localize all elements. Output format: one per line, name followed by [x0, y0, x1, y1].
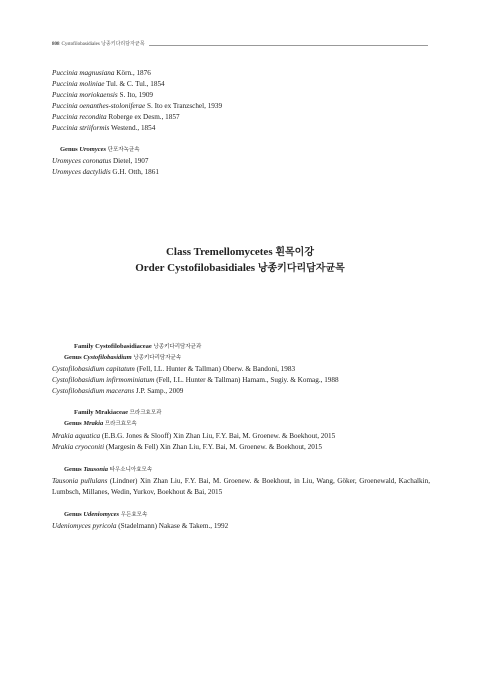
- order-title: [0, 260, 480, 277]
- running-title: Cystofilobasidiales 낭종키다리담자균목: [61, 42, 145, 47]
- species-name: Tausonia pullulans: [52, 477, 108, 485]
- genus-korean: 단포자녹균속: [107, 147, 140, 153]
- running-header: [52, 40, 428, 50]
- species-author: (Margesin & Fell) Xin Zhan Liu, F.Y. Bai, M. Groenew. & Boekhout, 2015: [105, 443, 322, 451]
- genus-name: Cystofilobasidium: [83, 354, 132, 361]
- species-entry: [52, 375, 339, 386]
- species-entry: [52, 431, 335, 442]
- order-korean: 낭종키다리담자균목: [257, 263, 345, 274]
- species-entry-tausonia: [52, 476, 430, 498]
- species-entry: [52, 521, 228, 532]
- species-name: Uromyces dactylidis: [52, 168, 111, 176]
- species-name: Cystofilobasidium macerans: [52, 387, 135, 395]
- class-name: Class Tremellomycetes: [165, 246, 273, 258]
- genus-label: Genus: [64, 511, 82, 518]
- species-author: Tul. & C. Tul., 1854: [106, 80, 165, 88]
- species-name: Puccinia moriokaensis: [52, 91, 118, 99]
- species-author: S. Ito ex Tranzschel, 1939: [147, 102, 223, 110]
- genus-heading-mrakia: [64, 418, 137, 430]
- species-author: Körn., 1876: [116, 69, 151, 77]
- species-entry: [52, 101, 222, 112]
- species-author: Westend., 1854: [110, 124, 156, 132]
- species-entry: [52, 112, 180, 123]
- species-author: G.H. Otth, 1861: [112, 168, 159, 176]
- species-entry: [52, 123, 155, 134]
- genus-name: Udeniomyces: [83, 511, 120, 518]
- species-name: Uromyces coronatus: [52, 157, 112, 165]
- species-entry: [52, 386, 183, 397]
- genus-name: Uromyces: [79, 146, 107, 153]
- genus-korean: 우든효모속: [120, 512, 148, 518]
- species-author: (Fell, I.L. Hunter & Tallman) Oberw. & Bandoni, 1983: [136, 365, 296, 373]
- family-korean: 낭종키다리담자균과: [153, 344, 202, 350]
- species-entry: [52, 156, 148, 167]
- family-label: Family Cystofilobasidiaceae: [74, 343, 152, 350]
- class-title: [0, 244, 480, 261]
- genus-korean: 므라크효모속: [104, 421, 137, 427]
- genus-name: Tausonia: [83, 466, 109, 473]
- species-name: Mrakia cryoconiti: [52, 443, 105, 451]
- species-author: Dietel, 1907: [112, 157, 149, 165]
- genus-label: Genus: [64, 354, 82, 361]
- page-number: 808: [52, 42, 60, 47]
- species-name: Cystofilobasidium capitatum: [52, 365, 135, 373]
- species-entry: [52, 79, 165, 90]
- species-author: S. Ito, 1909: [119, 91, 154, 99]
- species-entry: [52, 68, 151, 79]
- genus-heading-tausonia: [64, 464, 152, 476]
- species-author: (Lindner) Xin Zhan Liu, F.Y. Bai, M. Groenew. & Boekhout, in Liu, Wang, Göker, Groenewald, Kachalkin, Lumbsch, Millanes, Wedin, Yurkov, Boekhout & Bai, 2015: [52, 477, 431, 496]
- genus-name: Mrakia: [83, 420, 104, 427]
- genus-heading-cystofilobasidium: [64, 352, 181, 364]
- species-author: (Stadelmann) Nakase & Takem., 1992: [118, 522, 229, 530]
- species-entry: [52, 167, 159, 178]
- family-korean: 므라크효모과: [129, 410, 162, 416]
- genus-heading-udeniomyces: [64, 509, 147, 521]
- genus-label: Genus: [64, 466, 82, 473]
- header-rule: [149, 45, 428, 46]
- species-name: Puccinia oenanthes-stoloniferae: [52, 102, 146, 110]
- class-korean: 흰목이강: [275, 247, 314, 258]
- species-name: Udeniomyces pyricola: [52, 522, 117, 530]
- order-name: Order Cystofilobasidiales: [135, 262, 256, 274]
- family-label: Family Mrakiaceae: [74, 409, 128, 416]
- species-author: Roberge ex Desm., 1857: [108, 113, 180, 121]
- species-name: Puccinia magnusiana: [52, 69, 115, 77]
- species-name: Puccinia recondita: [52, 113, 107, 121]
- species-name: Mrakia aquatica: [52, 432, 101, 440]
- species-name: Puccinia striiformis: [52, 124, 110, 132]
- genus-heading-uromyces: [60, 144, 140, 156]
- species-entry: [52, 364, 295, 375]
- genus-korean: 낭종키다리담자균속: [133, 355, 182, 361]
- genus-label: Genus: [60, 146, 78, 153]
- genus-korean: 타우소니아효모속: [109, 467, 153, 473]
- species-entry: [52, 90, 153, 101]
- species-name: Cystofilobasidium infirmominiatum: [52, 376, 155, 384]
- species-entry: [52, 442, 322, 453]
- species-name: Puccinia moliniae: [52, 80, 105, 88]
- species-author: (E.B.G. Jones & Slooff) Xin Zhan Liu, F.Y. Bai, M. Groenew. & Boekhout, 2015: [101, 432, 336, 440]
- species-author: (Fell, I.L. Hunter & Tallman) Hamam., Sugiy. & Komag., 1988: [156, 376, 339, 384]
- genus-label: Genus: [64, 420, 82, 427]
- species-author: J.P. Samp., 2009: [135, 387, 184, 395]
